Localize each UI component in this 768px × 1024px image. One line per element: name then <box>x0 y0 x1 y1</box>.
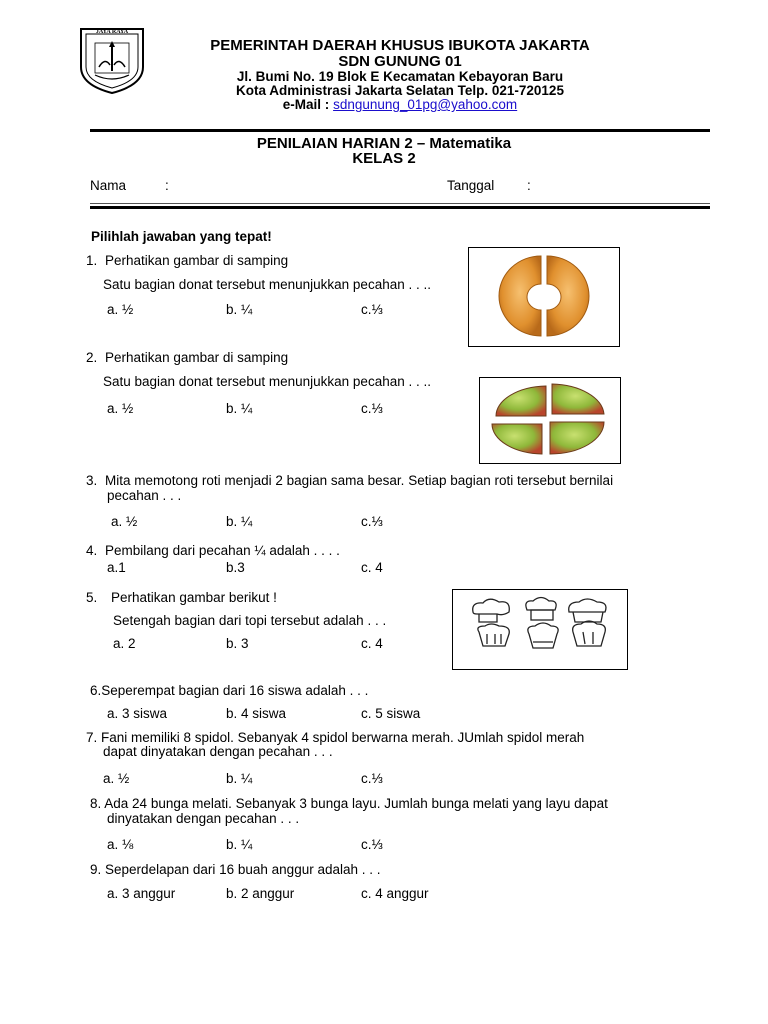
q2-option-c[interactable]: c.⅓ <box>361 401 383 416</box>
question-number: 4. <box>86 543 98 558</box>
header-divider <box>90 129 710 132</box>
instruction: Pilihlah jawaban yang tepat! <box>91 229 272 244</box>
exam-class: KELAS 2 <box>352 150 416 167</box>
name-colon: : <box>165 178 169 193</box>
email-label: e-Mail : <box>282 97 330 112</box>
donut-image <box>468 247 620 347</box>
date-colon: : <box>527 178 531 193</box>
question-1-sub: Satu bagian donat tersebut menunjukkan pecahan . . .. <box>103 277 431 292</box>
name-label: Nama <box>90 178 127 193</box>
question-number: 8. <box>90 796 102 811</box>
chef-hat-icon <box>528 623 558 648</box>
school-city-phone: Kota Administrasi Jakarta Selatan Telp. 021-720125 <box>236 83 564 98</box>
question-number: 6. <box>90 683 102 698</box>
question-text: Pembilang dari pecahan ¼ adalah . . . . <box>105 543 340 558</box>
q3-option-b[interactable]: b. ¼ <box>226 514 253 529</box>
logo-text: JAYA RAYA <box>95 29 129 35</box>
q4-option-b[interactable]: b.3 <box>226 560 245 575</box>
question-8-sub: dinyatakan dengan pecahan . . . <box>107 811 300 826</box>
question-text: Fani memiliki 8 spidol. Sebanyak 4 spidol berwarna merah. JUmlah spidol merah <box>101 730 585 745</box>
question-7 <box>86 730 584 745</box>
q9-option-c[interactable]: c. 4 anggur <box>361 886 429 901</box>
chef-hat-icon <box>478 624 509 646</box>
q6-option-b[interactable]: b. 4 siswa <box>226 706 287 721</box>
question-9 <box>90 862 381 877</box>
q7-option-a[interactable]: a. ½ <box>103 771 130 786</box>
email-link[interactable]: sdngunung_01pg@yahoo.com <box>333 97 518 112</box>
q3-option-a[interactable]: a. ½ <box>111 514 138 529</box>
question-5-sub: Setengah bagian dari topi tersebut adalah . . . <box>113 613 387 628</box>
government-heading: PEMERINTAH DAERAH KHUSUS IBUKOTA JAKARTA <box>210 37 590 54</box>
q3-option-c[interactable]: c.⅓ <box>361 514 383 529</box>
question-text: Mita memotong roti menjadi 2 bagian sama besar. Setiap bagian roti tersebut bernilai <box>105 473 614 488</box>
q8-option-a[interactable]: a. ⅛ <box>107 837 134 852</box>
question-5 <box>86 590 277 605</box>
school-logo <box>77 27 147 95</box>
q8-option-c[interactable]: c.⅓ <box>361 837 383 852</box>
question-number: 1. <box>86 253 98 268</box>
question-7-sub: dapat dinyatakan dengan pecahan . . . <box>103 744 333 759</box>
q1-option-c[interactable]: c.⅓ <box>361 302 383 317</box>
question-number: 5. <box>86 590 98 605</box>
question-text: Perhatikan gambar di samping <box>105 253 289 268</box>
question-3-sub: pecahan . . . <box>107 488 182 503</box>
q6-option-a[interactable]: a. 3 siswa <box>107 706 168 721</box>
exam-title: PENILAIAN HARIAN 2 – Matematika <box>256 135 512 152</box>
question-6 <box>90 683 368 698</box>
q7-option-c[interactable]: c.⅓ <box>361 771 383 786</box>
question-1 <box>86 253 288 268</box>
chef-hat-icon <box>573 621 606 646</box>
question-text: Perhatikan gambar berikut ! <box>111 590 277 605</box>
q2-option-a[interactable]: a. ½ <box>107 401 134 416</box>
question-number: 7. <box>86 730 98 745</box>
q4-option-c[interactable]: c. 4 <box>361 560 383 575</box>
school-address: Jl. Bumi No. 19 Blok E Kecamatan Kebayoran Baru <box>236 69 564 84</box>
q9-option-a[interactable]: a. 3 anggur <box>107 886 176 901</box>
q1-option-a[interactable]: a. ½ <box>107 302 134 317</box>
chef-hat-icon <box>569 599 606 622</box>
question-3 <box>86 473 613 488</box>
q4-option-a[interactable]: a.1 <box>107 560 126 575</box>
q8-option-b[interactable]: b. ¼ <box>226 837 253 852</box>
question-text: Perhatikan gambar di samping <box>105 350 289 365</box>
question-number: 2. <box>86 350 98 365</box>
date-label: Tanggal <box>447 178 495 193</box>
question-text: Ada 24 bunga melati. Sebanyak 3 bunga layu. Jumlah bunga melati yang layu dapat <box>104 796 608 811</box>
question-number: 9. <box>90 862 102 877</box>
identity-divider-top <box>90 203 710 204</box>
q5-option-c[interactable]: c. 4 <box>361 636 383 651</box>
question-8 <box>90 796 608 811</box>
q9-option-b[interactable]: b. 2 anggur <box>226 886 295 901</box>
q2-option-b[interactable]: b. ¼ <box>226 401 253 416</box>
apple-image <box>479 377 621 464</box>
chef-hat-icon <box>473 599 510 622</box>
chef-hat-icon <box>526 598 556 621</box>
question-2-sub: Satu bagian donat tersebut menunjukkan pecahan . . .. <box>103 374 431 389</box>
chef-hats-image <box>452 589 628 670</box>
school-email-line <box>140 97 660 112</box>
question-text: Seperdelapan dari 16 buah anggur adalah . . . <box>105 862 381 877</box>
question-4 <box>86 543 340 558</box>
q5-option-a[interactable]: a. 2 <box>113 636 136 651</box>
question-2 <box>86 350 288 365</box>
question-number: 3. <box>86 473 98 488</box>
q1-option-b[interactable]: b. ¼ <box>226 302 253 317</box>
question-text: Seperempat bagian dari 16 siswa adalah . . . <box>101 683 369 698</box>
q5-option-b[interactable]: b. 3 <box>226 636 249 651</box>
q6-option-c[interactable]: c. 5 siswa <box>361 706 421 721</box>
school-name: SDN GUNUNG 01 <box>338 53 462 70</box>
q7-option-b[interactable]: b. ¼ <box>226 771 253 786</box>
identity-divider <box>90 206 710 209</box>
